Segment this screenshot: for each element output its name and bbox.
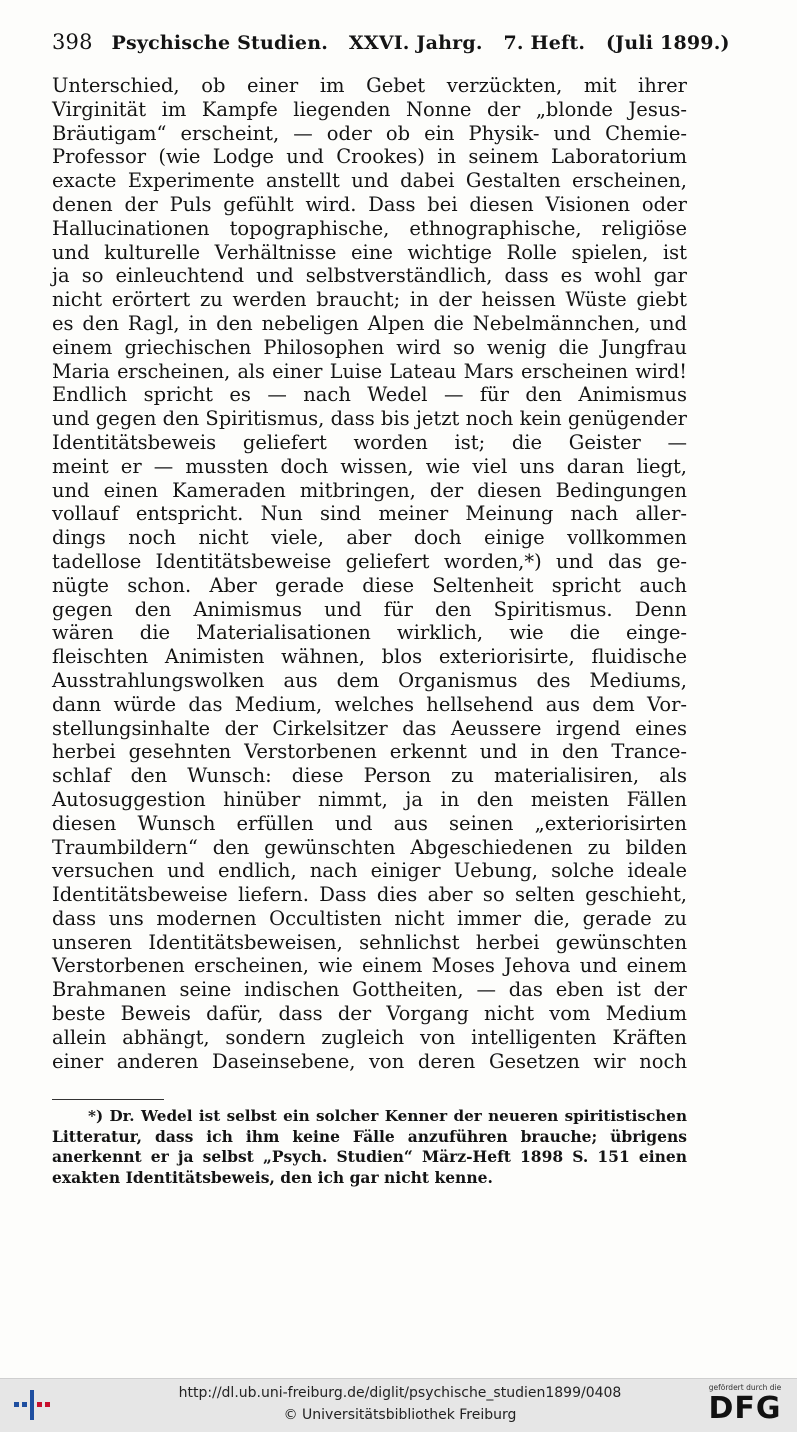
library-logo-icon xyxy=(12,1387,52,1423)
text-line: Maria erscheinen, als einer Luise Lateau Mars erscheinen wird! xyxy=(52,359,687,383)
body-text xyxy=(52,74,687,1073)
text-line: stellungsinhalte der Cirkelsitzer das Aeussere irgend eines xyxy=(52,716,687,740)
text-line: versuchen und endlich, nach einiger Uebung, solche ideale xyxy=(52,859,687,883)
text-line: dings noch nicht viele, aber doch einige vollkommen xyxy=(52,526,687,550)
volume-label: XXVI. Jahrg. xyxy=(348,32,483,54)
text-line: beste Beweis dafür, dass der Vorgang nicht vom Medium xyxy=(52,1002,687,1026)
text-line: dann würde das Medium, welches hellsehend aus dem Vor- xyxy=(52,692,687,716)
text-line: Autosuggestion hinüber nimmt, ja in den meisten Fällen xyxy=(52,787,687,811)
text-line: wären die Materialisationen wirklich, wie die einge- xyxy=(52,621,687,645)
copyright-notice: © Universitätsbibliothek Freiburg xyxy=(283,1407,517,1423)
text-line: dass uns modernen Occultisten nicht immer die, gerade zu xyxy=(52,906,687,930)
text-line: gegen den Animismus und für den Spiritismus. Denn xyxy=(52,597,687,621)
text-line: herbei gesehnten Verstorbenen erkennt und in den Trance- xyxy=(52,740,687,764)
text-line: nicht erörtert zu werden braucht; in der heissen Wüste giebt xyxy=(52,288,687,312)
text-line: Professor (wie Lodge und Crookes) in seinem Laboratorium xyxy=(52,145,687,169)
text-line: fleischten Animisten wähnen, blos exteriorisirte, fluidische xyxy=(52,645,687,669)
text-line: Endlich spricht es — nach Wedel — für den Animismus xyxy=(52,383,687,407)
text-line: Traumbildern“ den gewünschten Abgeschiedenen zu bilden xyxy=(52,835,687,859)
text-line: unseren Identitätsbeweisen, sehnlichst herbei gewünschten xyxy=(52,930,687,954)
dfg-logo-text: DFG xyxy=(708,1391,782,1426)
text-line: denen der Puls gefühlt wird. Dass bei diesen Visionen oder xyxy=(52,192,687,216)
permalink-url[interactable]: http://dl.ub.uni-freiburg.de/diglit/psychische_studien1899/0408 xyxy=(178,1385,622,1401)
footnote-line: *) Dr. Wedel ist selbst ein solcher Kenner der neueren spiritistischen xyxy=(88,1107,687,1125)
text-line: Brahmanen seine indischen Gottheiten, — das eben ist der xyxy=(52,978,687,1002)
text-line: diesen Wunsch erfüllen und aus seinen „exteriorisirten xyxy=(52,811,687,835)
sponsor-caption: gefördert durch die xyxy=(708,1383,782,1392)
footnote-line: anerkennt er ja selbst „Psych. Studien“ März-Heft 1898 S. 151 einen xyxy=(52,1147,687,1166)
text-line: ja so einleuchtend und selbstverständlich, dass es wohl gar xyxy=(52,264,687,288)
text-line: Virginität im Kampfe liegenden Nonne der „blonde Jesus- xyxy=(52,97,687,121)
text-line: vollauf entspricht. Nun sind meiner Meinung nach aller- xyxy=(52,502,687,526)
page-number: 398 xyxy=(52,30,93,54)
text-line: schlaf den Wunsch: diese Person zu materialisiren, als xyxy=(52,764,687,788)
text-line: Hallucinationen topographische, ethnographische, religiöse xyxy=(52,216,687,240)
journal-title: Psychische Studien. xyxy=(111,32,329,54)
text-line: Identitätsbeweis geliefert worden ist; die Geister — xyxy=(52,430,687,454)
text-line: exacte Experimente anstellt und dabei Gestalten erscheinen, xyxy=(52,169,687,193)
text-line: Identitätsbeweise liefern. Dass dies aber so selten geschieht, xyxy=(52,883,687,907)
text-line: Unterschied, ob einer im Gebet verzückten, mit ihrer xyxy=(52,74,687,97)
text-line: einer anderen Daseinsebene, von deren Gesetzen wir noch xyxy=(52,1049,687,1073)
text-line: Bräutigam“ erscheint, — oder ob ein Physik- und Chemie- xyxy=(52,121,687,145)
text-line: Ausstrahlungswolken aus dem Organismus des Mediums, xyxy=(52,668,687,692)
text-line: und gegen den Spiritismus, dass bis jetzt noch kein genügender xyxy=(52,407,687,431)
footnote-line: exakten Identitätsbeweis, den ich gar nicht kenne. xyxy=(52,1167,493,1187)
issue-date: (Juli 1899.) xyxy=(605,32,730,54)
text-line: und kulturelle Verhältnisse eine wichtige Rolle spielen, ist xyxy=(52,240,687,264)
running-header xyxy=(52,30,730,54)
text-line: tadellose Identitätsbeweise geliefert worden,*) und das ge- xyxy=(52,549,687,573)
viewer-footer-bar xyxy=(0,1378,797,1432)
text-line: meint er — mussten doch wissen, wie viel uns daran liegt, xyxy=(52,454,687,478)
footnote xyxy=(52,1106,687,1188)
text-line: es den Ragl, in den nebeligen Alpen die Nebelmännchen, und xyxy=(52,311,687,335)
footnote-line: Litteratur, dass ich ihm keine Fälle anzuführen brauche; übrigens xyxy=(52,1126,687,1146)
footnote-divider xyxy=(52,1099,164,1100)
text-line: und einen Kameraden mitbringen, der diesen Bedingungen xyxy=(52,478,687,502)
issue-label: 7. Heft. xyxy=(503,32,586,54)
text-line: nügte schon. Aber gerade diese Seltenheit spricht auch xyxy=(52,573,687,597)
text-line: einem griechischen Philosophen wird so wenig die Jungfrau xyxy=(52,335,687,359)
text-line: allein abhängt, sondern zugleich von intelligenten Kräften xyxy=(52,1025,687,1049)
dfg-logo xyxy=(703,1383,787,1429)
text-line: Verstorbenen erscheinen, wie einem Moses Jehova und einem xyxy=(52,954,687,978)
